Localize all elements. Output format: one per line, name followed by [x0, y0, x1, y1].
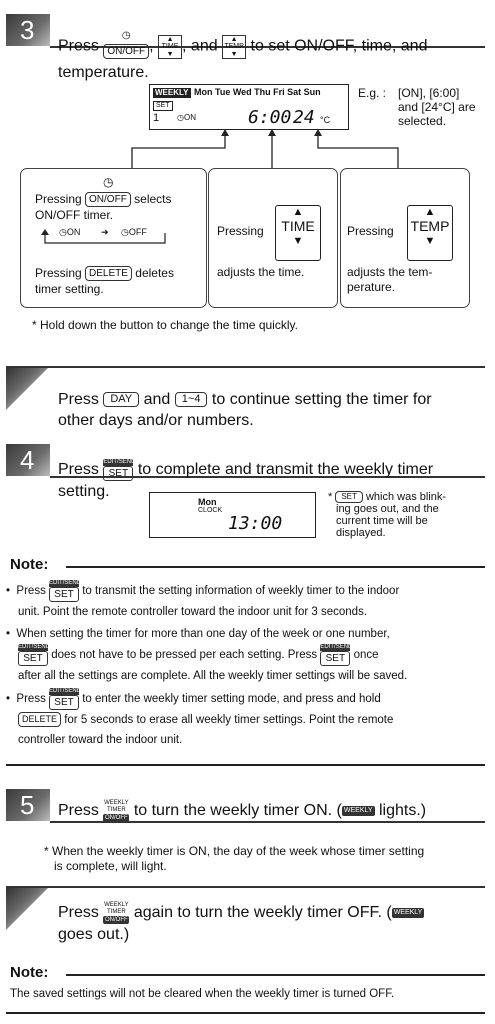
note-1-bullets: [6, 580, 486, 750]
lcd-temp-unit: °C: [320, 115, 331, 125]
delete-button-glyph: DELETE: [18, 712, 61, 727]
step-3-badge: 3: [6, 14, 50, 46]
step-5-instruction: Press WEEKLY TIMER ON/OFF to turn the weekly timer ON. ( WEEKLY lights.): [58, 800, 427, 821]
up-arrow-icon: ▲: [424, 206, 436, 218]
onoff-button-glyph: ON/OFF: [103, 44, 149, 59]
temp-info-box: Pressing ▲ TEMP ▼ adjusts the tem- perature.: [340, 168, 470, 308]
temp-button-glyph: ▲ TEMP ▼: [222, 35, 246, 59]
onoff-info-box: ◷ Pressing ON/OFF selects ON/OFF timer. ◷ON ➜ ◷OFF Pressing DELETE deletes timer setting.: [20, 168, 207, 308]
connector-arrows: [0, 128, 495, 170]
lcd-days: Mon Tue Wed Thu Fri Sat Sun: [194, 87, 321, 97]
lcd-temp: 24: [293, 107, 315, 128]
number-button-glyph: 1~4: [175, 392, 208, 407]
note-2-title: Note:: [10, 964, 49, 981]
edit-send-set-button-glyph: EDIT/SEND SET: [320, 644, 353, 664]
example-text: [ON], [6:00] and [24°C] are selected.: [398, 86, 476, 128]
edit-send-set-button-glyph: EDIT/SEND SET: [103, 459, 136, 479]
lcd-weekly-indicator: WEEKLY: [155, 88, 189, 97]
time-button-glyph: ▲ TIME ▼: [158, 35, 182, 59]
set-indicator-glyph: SET: [335, 491, 363, 503]
continue-divider: [6, 366, 485, 368]
time-info-box: Pressing ▲ TIME ▼ adjusts the time.: [208, 168, 338, 308]
lcd-day: Mon: [198, 497, 217, 507]
arrow-right-icon: ➜: [101, 227, 109, 237]
example-label: E.g. :: [358, 86, 387, 100]
lcd-number: 1: [153, 112, 160, 124]
off-marker: [6, 886, 50, 930]
temp-button-large: ▲ TEMP ▼: [407, 205, 453, 261]
step-5-hint: * When the weekly timer is ON, the day of the week whose timer setting is complete, will light.: [44, 844, 425, 873]
note-2-bottom-rule: [6, 1012, 485, 1014]
lcd-set-indicator: SET: [153, 101, 173, 111]
weekly-indicator-glyph: WEEKLY: [343, 807, 373, 814]
step-3-hint: * Hold down the button to change the time quickly.: [32, 318, 298, 332]
lcd-display-clock: [149, 492, 316, 538]
continue-marker: [6, 366, 50, 410]
onoff-button-glyph: ON/OFF: [85, 192, 131, 207]
step-4-instruction: Press EDIT/SEND SET to complete and transmit the weekly timer setting.: [58, 459, 434, 500]
clock-icon: ◷: [121, 30, 131, 41]
edit-send-set-button-glyph: EDIT/SEND SET: [49, 580, 82, 600]
step-4-side-note: * SET which was blink- ing goes out, and the current time will be displayed.: [328, 491, 447, 540]
lcd-on-indicator: ◷ON: [177, 113, 196, 122]
down-arrow-icon: ▼: [424, 235, 436, 247]
continue-instruction: Press DAY and 1~4 to continue setting the timer for other days and/or numbers.: [58, 391, 432, 429]
delete-button-glyph: DELETE: [85, 266, 132, 281]
note-2-text: The saved settings will not be cleared when the weekly timer is turned OFF.: [10, 988, 395, 1000]
note-1-title: Note:: [10, 556, 49, 573]
down-arrow-icon: ▼: [292, 235, 304, 247]
lcd-display-weekly: [149, 84, 349, 130]
off-instruction: Press WEEKLY TIMER ON/OFF again to turn the weekly timer OFF. ( WEEKLY goes out.): [58, 902, 423, 943]
off-divider: [6, 886, 485, 888]
note-2-rule: [66, 974, 485, 976]
step-5-badge: 5: [6, 789, 50, 821]
lcd-time: 13:00: [228, 513, 283, 534]
edit-send-set-button-glyph: EDIT/SEND SET: [49, 688, 82, 708]
edit-send-set-button-glyph: EDIT/SEND SET: [18, 644, 51, 664]
weekly-indicator-glyph: WEEKLY: [393, 909, 423, 916]
weekly-timer-onoff-button-glyph: WEEKLY TIMER ON/OFF: [104, 800, 129, 821]
time-button-large: ▲ TIME ▼: [275, 205, 321, 261]
lcd-time: 6:00: [248, 107, 292, 128]
note-1-bottom-rule: [6, 764, 485, 766]
day-button-glyph: DAY: [103, 392, 139, 407]
step-3-instruction: Press ◷ ON/OFF , ▲ TIME ▼ , and ▲ TEMP ▼ to set ON/OFF, time, and temperature.: [58, 30, 428, 81]
note-1-rule: [66, 566, 485, 568]
clock-icon: ◷: [103, 175, 114, 189]
onoff-cycle-diagram: ◷ON ➜ ◷OFF: [41, 227, 171, 245]
note-1-bullet-2: • When setting the timer for more than one day of the week or one number, EDIT/SEND SET does not have to be pressed per each setting. Press EDIT/SEND SET once after all the settings are complete. All the weekly timer settings will be saved.: [6, 628, 408, 682]
note-1-bullet-3: • Press EDIT/SEND SET to enter the weekly timer setting mode, and press and hold DELETE for 5 seconds to erase all weekly timer settings. Point the remote controller toward the indoor unit.: [6, 688, 394, 746]
lcd-clock-label: CLOCK: [198, 507, 223, 514]
step-4-badge: 4: [6, 444, 50, 476]
up-arrow-icon: ▲: [292, 206, 304, 218]
weekly-timer-onoff-button-glyph: WEEKLY TIMER ON/OFF: [104, 902, 129, 923]
note-1-bullet-1: • Press EDIT/SEND SET to transmit the setting information of weekly timer to the indoor unit. Point the remote controller toward the indoor unit for 3 seconds.: [6, 580, 400, 618]
